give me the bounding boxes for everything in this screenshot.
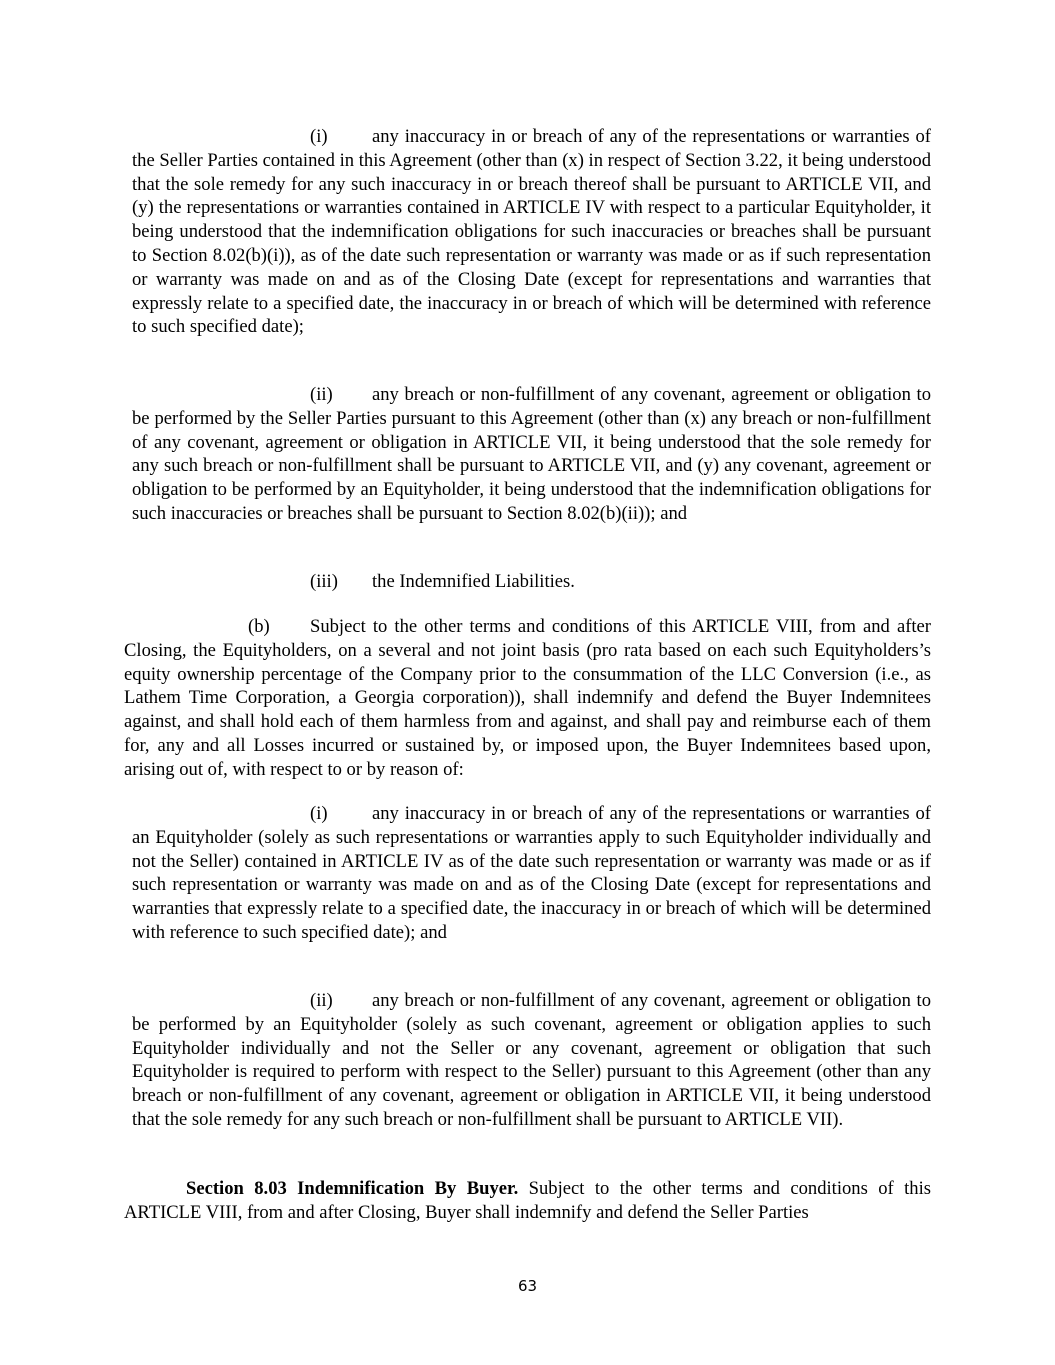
section-text: Subject to the other terms and conditions of this ARTICLE VIII, from and after Closing, Buyer shall indemnify and defend the Seller Parties bbox=[124, 1178, 931, 1223]
clause-number: (i) bbox=[310, 126, 328, 147]
clause-number: (ii) bbox=[310, 990, 333, 1011]
page-number: 63 bbox=[517, 1277, 538, 1295]
clause-b bbox=[124, 615, 931, 782]
clause-text: the Indemnified Liabilities. bbox=[372, 571, 575, 592]
section-8-03 bbox=[124, 1177, 931, 1225]
clause-text: any inaccuracy in or breach of any of the representations or warranties of the Seller Parties contained in this Agreement (other than (x) in respect of Section 3.22, it being understood that the sole remedy for any such inaccuracy in or breach thereof shall be pursuant to ARTICLE VII, and (y) the representations or warranties contained in ARTICLE IV with respect to a particular Equityholder, it being understood that the indemnification obligations for such inaccuracies or breaches shall be pursuant to Section 8.02(b)(i)), as of the date such representation or warranty was made or as if such representation or warranty was made on and as of the Closing Date (except for representations and warranties that expressly relate to a specified date, the inaccuracy in or breach of which will be determined with reference to such specified date); bbox=[132, 126, 931, 338]
clause-b-i bbox=[132, 802, 931, 945]
clause-a-ii bbox=[132, 383, 931, 526]
clause-text: any breach or non-fulfillment of any covenant, agreement or obligation to be performed by an Equityholder (solely as such covenant, agreement or obligation applies to such Equityholder individually and not the Seller or any covenant, agreement or obligation that such Equityholder is required to perform with respect to the Seller) pursuant to this Agreement (other than any breach or non-fulfillment of any covenant, agreement or obligation in ARTICLE VII, it being understood that the sole remedy for any such breach or non-fulfillment shall be pursuant to ARTICLE VII). bbox=[132, 990, 931, 1130]
clause-a-iii bbox=[132, 570, 931, 594]
clause-number: (iii) bbox=[310, 571, 338, 592]
clause-text: any breach or non-fulfillment of any covenant, agreement or obligation to be performed by the Seller Parties pursuant to this Agreement (other than (x) any breach or non-fulfillment of any covenant, agreement or obligation in ARTICLE VII, it being understood that the sole remedy for any such breach or non-fulfillment shall be pursuant to ARTICLE VII, and (y) any covenant, agreement or obligation to be performed by an Equityholder, it being understood that the indemnification obligations for such inaccuracies or breaches shall be pursuant to Section 8.02(b)(ii)); and bbox=[132, 384, 931, 524]
clause-text: any inaccuracy in or breach of any of the representations or warranties of an Equityholder (solely as such representations or warranties apply to such Equityholder individually and not the Seller) contained in ARTICLE IV as of the date such representation or warranty was made or as if such representation or warranty was made on and as of the Closing Date (except for representations and warranties that expressly relate to a specified date, the inaccuracy in or breach of which will be determined with reference to such specified date); and bbox=[132, 803, 931, 943]
clause-text: Subject to the other terms and conditions of this ARTICLE VIII, from and after Closing, the Equityholders, on a several and not joint basis (pro rata based on each such Equityholders’s equity ownership percentage of the Company prior to the consummation of the LLC Conversion (i.e., as Lathem Time Corporation, a Georgia corporation)), shall indemnify and defend the Buyer Indemnitees against, and shall hold each of them harmless from and against, and shall pay and reimburse each of them for, any and all Losses incurred or sustained by, or imposed upon, the Buyer Indemnitees based upon, arising out of, with respect to or by reason of: bbox=[124, 616, 931, 780]
section-heading: Section 8.03 Indemnification By Buyer. bbox=[186, 1178, 519, 1199]
clause-b-ii bbox=[132, 989, 931, 1132]
clause-a-i bbox=[132, 125, 931, 339]
clause-number: (i) bbox=[310, 803, 328, 824]
clause-number: (b) bbox=[248, 616, 270, 637]
clause-number: (ii) bbox=[310, 384, 333, 405]
